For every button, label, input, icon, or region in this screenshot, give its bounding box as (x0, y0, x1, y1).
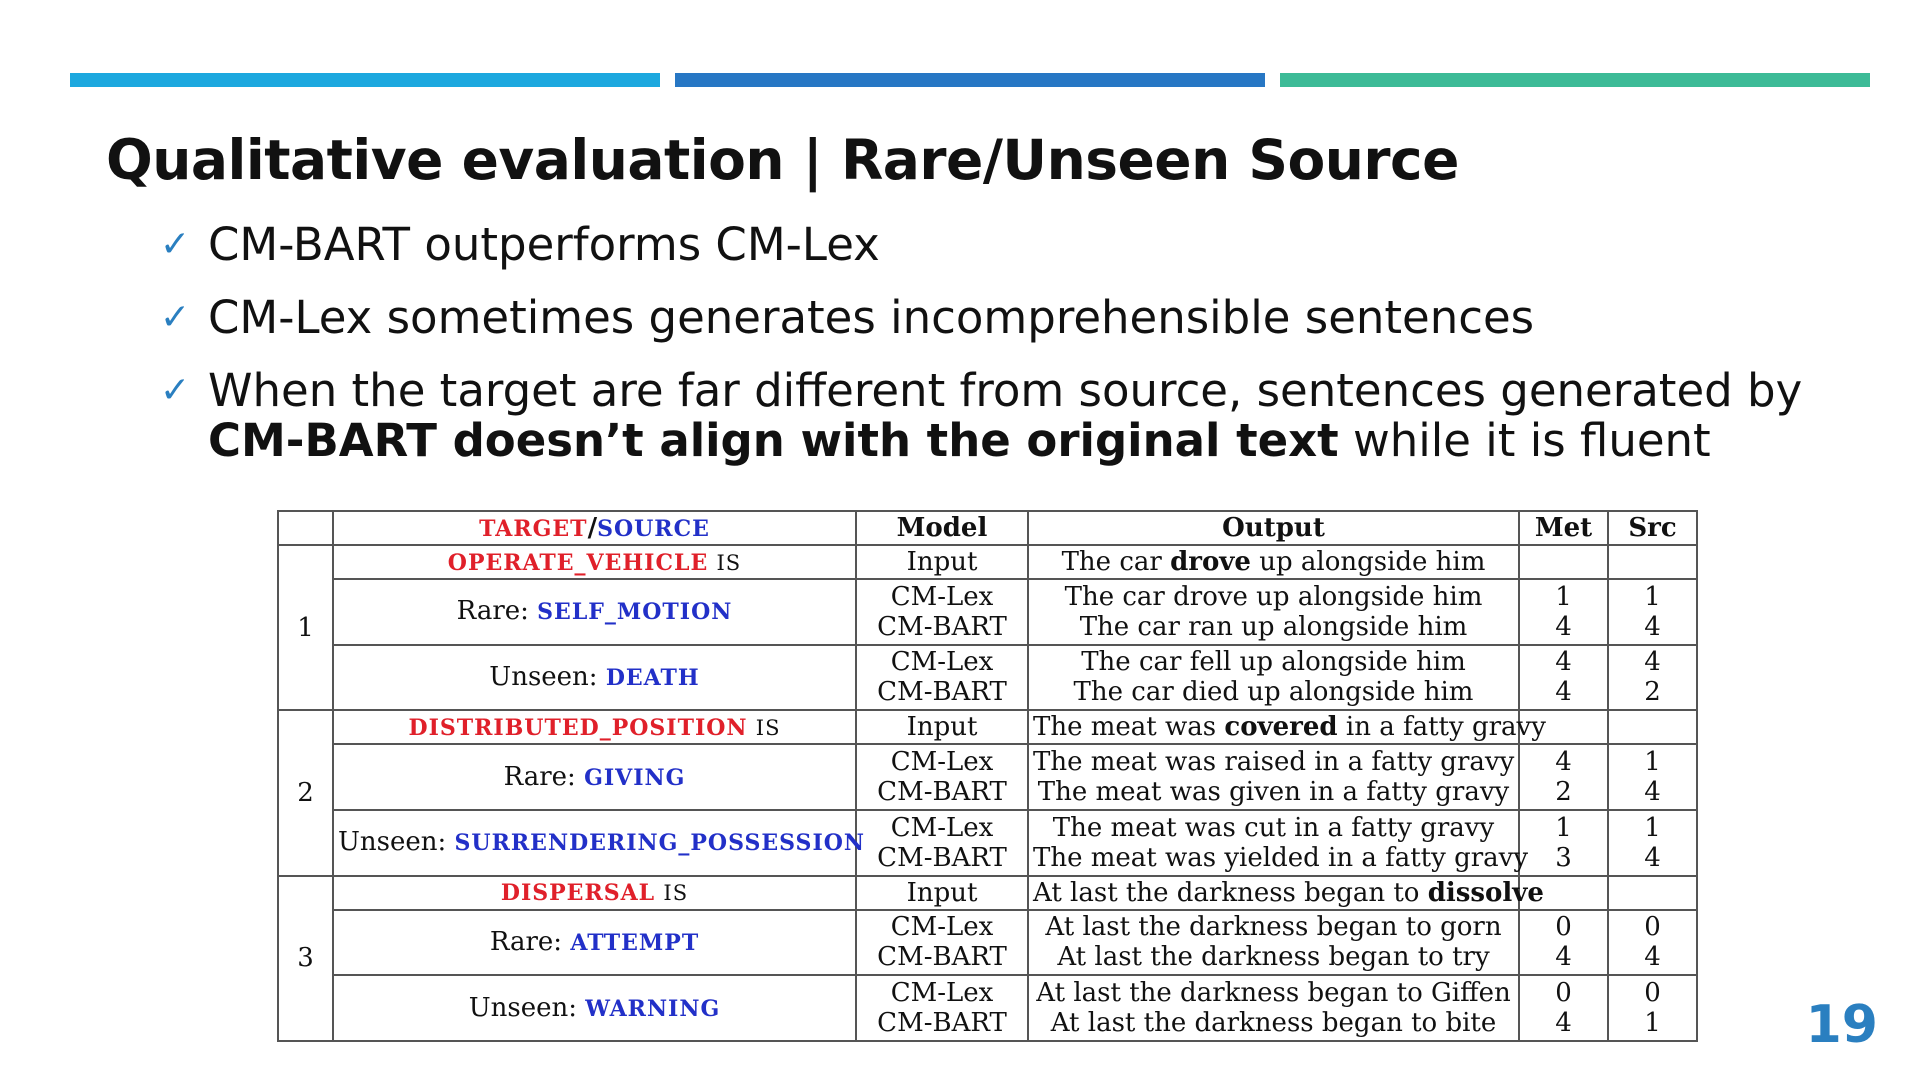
src-cell: 0 1 (1608, 975, 1697, 1041)
src-cell: 4 2 (1608, 645, 1697, 711)
bullet-text: CM-BART outperforms CM-Lex (208, 218, 880, 271)
src-cell: 1 4 (1608, 579, 1697, 645)
model-cell: CM-Lex CM-BART (856, 910, 1028, 976)
header-output: Output (1028, 511, 1519, 545)
bullet-text: When the target are far different from source, sentences generated by (208, 364, 1803, 417)
source-cell: Unseen: WARNING (333, 975, 856, 1041)
target-cell: OPERATE_VEHICLE IS (333, 545, 856, 579)
met-cell: 1 3 (1519, 810, 1608, 876)
model-cell: Input (856, 876, 1028, 910)
bullet-text: while it is fluent (1338, 414, 1711, 467)
src-cell: 0 4 (1608, 910, 1697, 976)
source-cell: Rare: ATTEMPT (333, 910, 856, 976)
output-cell: At last the darkness began to gorn At last the darkness began to try (1028, 910, 1519, 976)
bullet-list (160, 220, 1880, 489)
output-cell: The meat was covered in a fatty gravy (1028, 710, 1519, 744)
check-icon: ✓ (160, 224, 191, 265)
src-cell (1608, 710, 1697, 744)
met-cell: 4 4 (1519, 645, 1608, 711)
bullet-text: CM-Lex sometimes generates incomprehensible sentences (208, 291, 1535, 344)
bullet-bold-text: CM-BART doesn’t align with the original text (208, 414, 1339, 467)
src-cell (1608, 545, 1697, 579)
page-number: 19 (1805, 995, 1878, 1055)
header-model: Model (856, 511, 1028, 545)
output-cell: The car fell up alongside him The car died up alongside him (1028, 645, 1519, 711)
group-id: 2 (278, 710, 333, 875)
source-cell: Unseen: DEATH (333, 645, 856, 711)
source-cell: Rare: SELF_MOTION (333, 579, 856, 645)
table-row (278, 975, 1697, 1041)
model-cell: Input (856, 545, 1028, 579)
output-cell: At last the darkness began to dissolve (1028, 876, 1519, 910)
header-src: Src (1608, 511, 1697, 545)
src-cell (1608, 876, 1697, 910)
met-cell: 0 4 (1519, 910, 1608, 976)
header-target-source: TARGET/SOURCE (333, 511, 856, 545)
table-header-row (278, 511, 1697, 545)
src-cell: 1 4 (1608, 810, 1697, 876)
met-cell (1519, 545, 1608, 579)
met-cell: 4 2 (1519, 744, 1608, 810)
bullet-item (160, 366, 1880, 466)
bullet-item (160, 220, 1880, 270)
table-row (278, 910, 1697, 976)
target-cell: DISPERSAL IS (333, 876, 856, 910)
output-cell: The meat was raised in a fatty gravy The meat was given in a fatty gravy (1028, 744, 1519, 810)
check-icon: ✓ (160, 370, 191, 411)
header-met: Met (1519, 511, 1608, 545)
output-cell: At last the darkness began to Giffen At last the darkness began to bite (1028, 975, 1519, 1041)
met-cell: 1 4 (1519, 579, 1608, 645)
table-row (278, 545, 1697, 579)
header-empty (278, 511, 333, 545)
output-cell: The meat was cut in a fatty gravy The meat was yielded in a fatty gravy (1028, 810, 1519, 876)
table-row (278, 876, 1697, 910)
slide-title: Qualitative evaluation | Rare/Unseen Source (106, 128, 1459, 192)
model-cell: CM-Lex CM-BART (856, 579, 1028, 645)
model-cell: CM-Lex CM-BART (856, 975, 1028, 1041)
table-row (278, 579, 1697, 645)
results-table (277, 510, 1698, 1042)
table-row (278, 810, 1697, 876)
source-cell: Rare: GIVING (333, 744, 856, 810)
target-cell: DISTRIBUTED_POSITION IS (333, 710, 856, 744)
bullet-item (160, 293, 1880, 343)
table-row (278, 744, 1697, 810)
header-bar-2 (675, 73, 1265, 87)
output-cell: The car drove up alongside him The car ran up alongside him (1028, 579, 1519, 645)
group-id: 1 (278, 545, 333, 710)
table-row (278, 645, 1697, 711)
model-cell: CM-Lex CM-BART (856, 810, 1028, 876)
model-cell: Input (856, 710, 1028, 744)
source-cell: Unseen: SURRENDERING_POSSESSION (333, 810, 856, 876)
src-cell: 1 4 (1608, 744, 1697, 810)
output-cell: The car drove up alongside him (1028, 545, 1519, 579)
group-id: 3 (278, 876, 333, 1041)
header-bar-3 (1280, 73, 1870, 87)
header-bar-1 (70, 73, 660, 87)
met-cell: 0 4 (1519, 975, 1608, 1041)
model-cell: CM-Lex CM-BART (856, 645, 1028, 711)
model-cell: CM-Lex CM-BART (856, 744, 1028, 810)
check-icon: ✓ (160, 297, 191, 338)
table-row (278, 710, 1697, 744)
